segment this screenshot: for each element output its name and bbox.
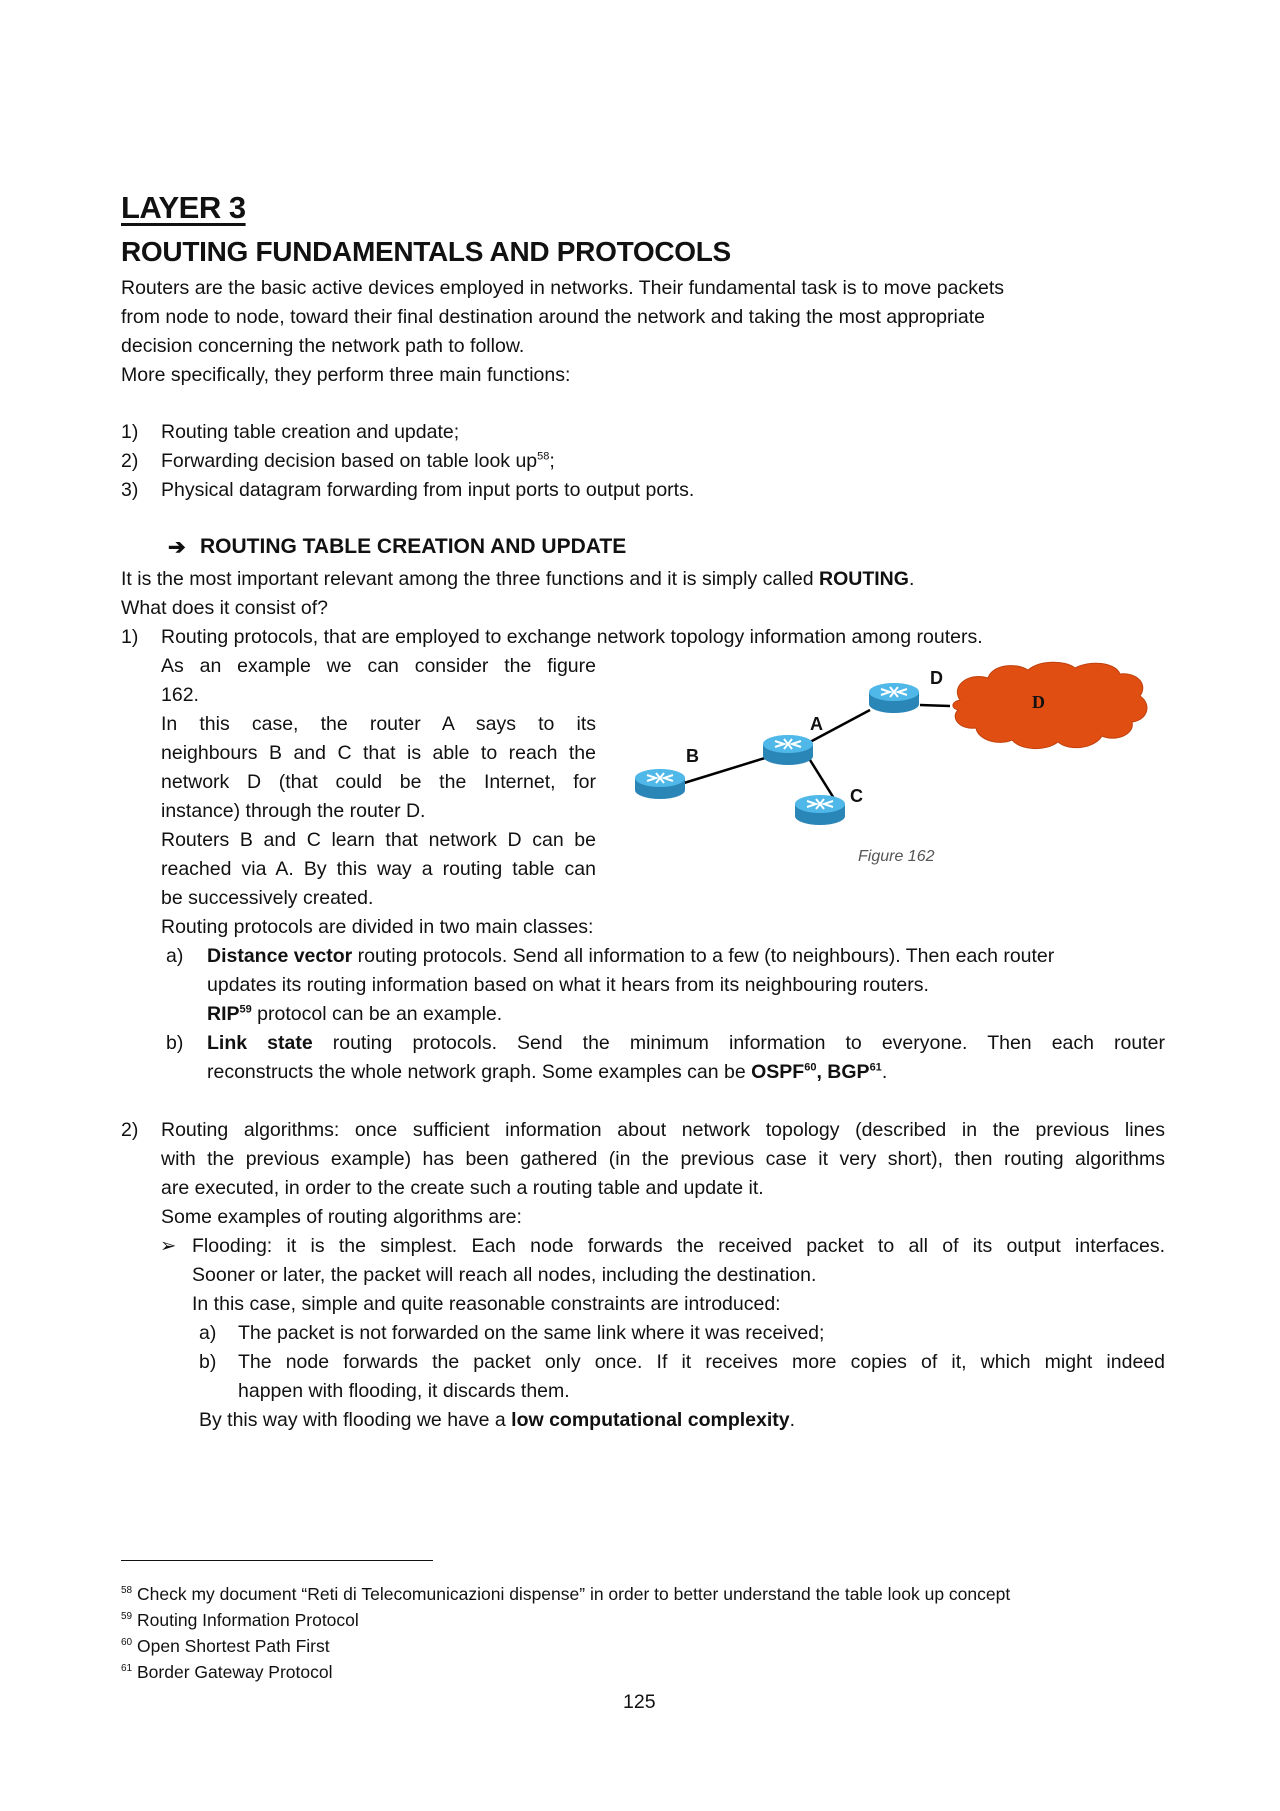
wrapped-text: be successively created. xyxy=(161,887,374,909)
footnote-ref[interactable]: 59 xyxy=(239,1003,252,1016)
flooding-line: Flooding: it is the simplest. Each node forwards the received packet to all of its output interfaces. xyxy=(192,1235,1165,1257)
wrapped-text: As an example we can consider the figure xyxy=(161,655,596,677)
wrapped-text: neighbours B and C that is able to reach the xyxy=(161,742,596,764)
label-c: C xyxy=(850,786,863,806)
wrapped-text: Routers B and C learn that network D can be xyxy=(161,829,596,851)
footnote: $^{60}$ Open Shortest Path First xyxy=(121,1636,330,1656)
wrapped-text: In this case, the router A says to its xyxy=(161,713,596,735)
flooding-line: In this case, simple and quite reasonable constraints are introduced: xyxy=(192,1293,781,1315)
constraint-line: The packet is not forwarded on the same link where it was received; xyxy=(238,1322,825,1344)
footnote: $^{59}$ Routing Information Protocol xyxy=(121,1610,359,1630)
intro-line: from node to node, toward their final destination around the network and taking the most appropriate xyxy=(121,306,985,328)
function-number: 3) xyxy=(121,479,139,501)
constraint-letter: b) xyxy=(199,1351,217,1373)
class-line: Link state routing protocols. Send the minimum information to everyone. Then each router xyxy=(207,1032,1165,1054)
label-d-cloud: D xyxy=(1032,692,1045,712)
footnote-ref[interactable]: 60 xyxy=(804,1061,817,1074)
subsection-title: ROUTING TABLE CREATION AND UPDATE xyxy=(200,535,627,558)
label-b: B xyxy=(686,746,699,766)
point2-line: with the previous example) has been gathered (in the previous case it very short), then routing algorithms xyxy=(161,1148,1165,1170)
class-letter: b) xyxy=(166,1032,184,1054)
constraint-line: happen with flooding, it discards them. xyxy=(238,1380,570,1402)
function-number: 2) xyxy=(121,450,139,472)
wrapped-text: reached via A. By this way a routing table can xyxy=(161,858,596,880)
footnote-ref[interactable]: 61 xyxy=(869,1061,882,1074)
router-c-icon xyxy=(795,795,845,825)
router-b-icon xyxy=(635,769,685,799)
constraint-letter: a) xyxy=(199,1322,217,1344)
flooding-line: Sooner or later, the packet will reach all nodes, including the destination. xyxy=(192,1264,817,1286)
router-a-icon xyxy=(763,735,813,765)
intro-line: More specifically, they perform three main functions: xyxy=(121,364,571,386)
footnote: $^{58}$ Check my document “Reti di Telecomunicazioni dispense” in order to better understand the table look up concept xyxy=(121,1584,1011,1604)
point2-line: Some examples of routing algorithms are: xyxy=(161,1206,522,1228)
point-number: 2) xyxy=(121,1119,139,1141)
label-a: A xyxy=(810,714,823,734)
link-a-c xyxy=(810,760,835,800)
bullet-arrow-icon: ➢ xyxy=(160,1235,177,1257)
class-line: RIP$^{59}$ protocol can be an example. xyxy=(207,1003,503,1025)
router-d-icon xyxy=(869,683,919,713)
footnote-separator xyxy=(121,1560,433,1561)
network-figure xyxy=(620,660,1180,890)
figure-caption: Figure 162 xyxy=(858,848,935,865)
function-item: Physical datagram forwarding from input ports to output ports. xyxy=(161,479,695,501)
class-line: reconstructs the whole network graph. Some examples can be OSPF$^{60}$, BGP$^{61}$. xyxy=(207,1061,888,1083)
classes-intro: Routing protocols are divided in two main classes: xyxy=(161,916,594,938)
intro-line: Routers are the basic active devices employed in networks. Their fundamental task is to move packets xyxy=(121,277,1004,299)
arrow-icon: ➔ xyxy=(168,536,186,559)
wrapped-text: network D (that could be the Internet, for xyxy=(161,771,596,793)
class-line: Distance vector routing protocols. Send all information to a few (to neighbours). Then each router xyxy=(207,945,1055,967)
intro-line: decision concerning the network path to follow. xyxy=(121,335,525,357)
point-lead: Routing protocols, that are employed to exchange network topology information among routers. xyxy=(161,626,983,648)
wrapped-text: 162. xyxy=(161,684,199,706)
function-number: 1) xyxy=(121,421,139,443)
cloud-network-d-icon xyxy=(953,662,1147,748)
function-item: Routing table creation and update; xyxy=(161,421,460,443)
function-item: Forwarding decision based on table look $up^{58}$; xyxy=(161,450,555,472)
class-letter: a) xyxy=(166,945,184,967)
subsection-line: It is the most important relevant among the three functions and it is simply called ROUTING. xyxy=(121,568,915,590)
subsection-question: What does it consist of? xyxy=(121,597,329,619)
label-d-router: D xyxy=(930,668,943,688)
layer-title: LAYER 3 xyxy=(121,190,246,225)
page-number: 125 xyxy=(623,1691,656,1713)
point-number: 1) xyxy=(121,626,139,648)
footnote-ref[interactable]: 58 xyxy=(537,450,550,463)
footnote: $^{61}$ Border Gateway Protocol xyxy=(121,1662,333,1682)
point2-line: Routing algorithms: once sufficient information about network topology (described in the previous lines xyxy=(161,1119,1165,1141)
class-line: updates its routing information based on what it hears from its neighbouring routers. xyxy=(207,974,929,996)
conclusion-line: By this way with flooding we have a low computational complexity. xyxy=(199,1409,796,1431)
point2-line: are executed, in order to the create such a routing table and update it. xyxy=(161,1177,764,1199)
wrapped-text: instance) through the router D. xyxy=(161,800,426,822)
constraint-line: The node forwards the packet only once. If it receives more copies of it, which might indeed xyxy=(238,1351,1165,1373)
section-title: ROUTING FUNDAMENTALS AND PROTOCOLS xyxy=(121,236,731,267)
link-d-cloud xyxy=(920,705,950,706)
